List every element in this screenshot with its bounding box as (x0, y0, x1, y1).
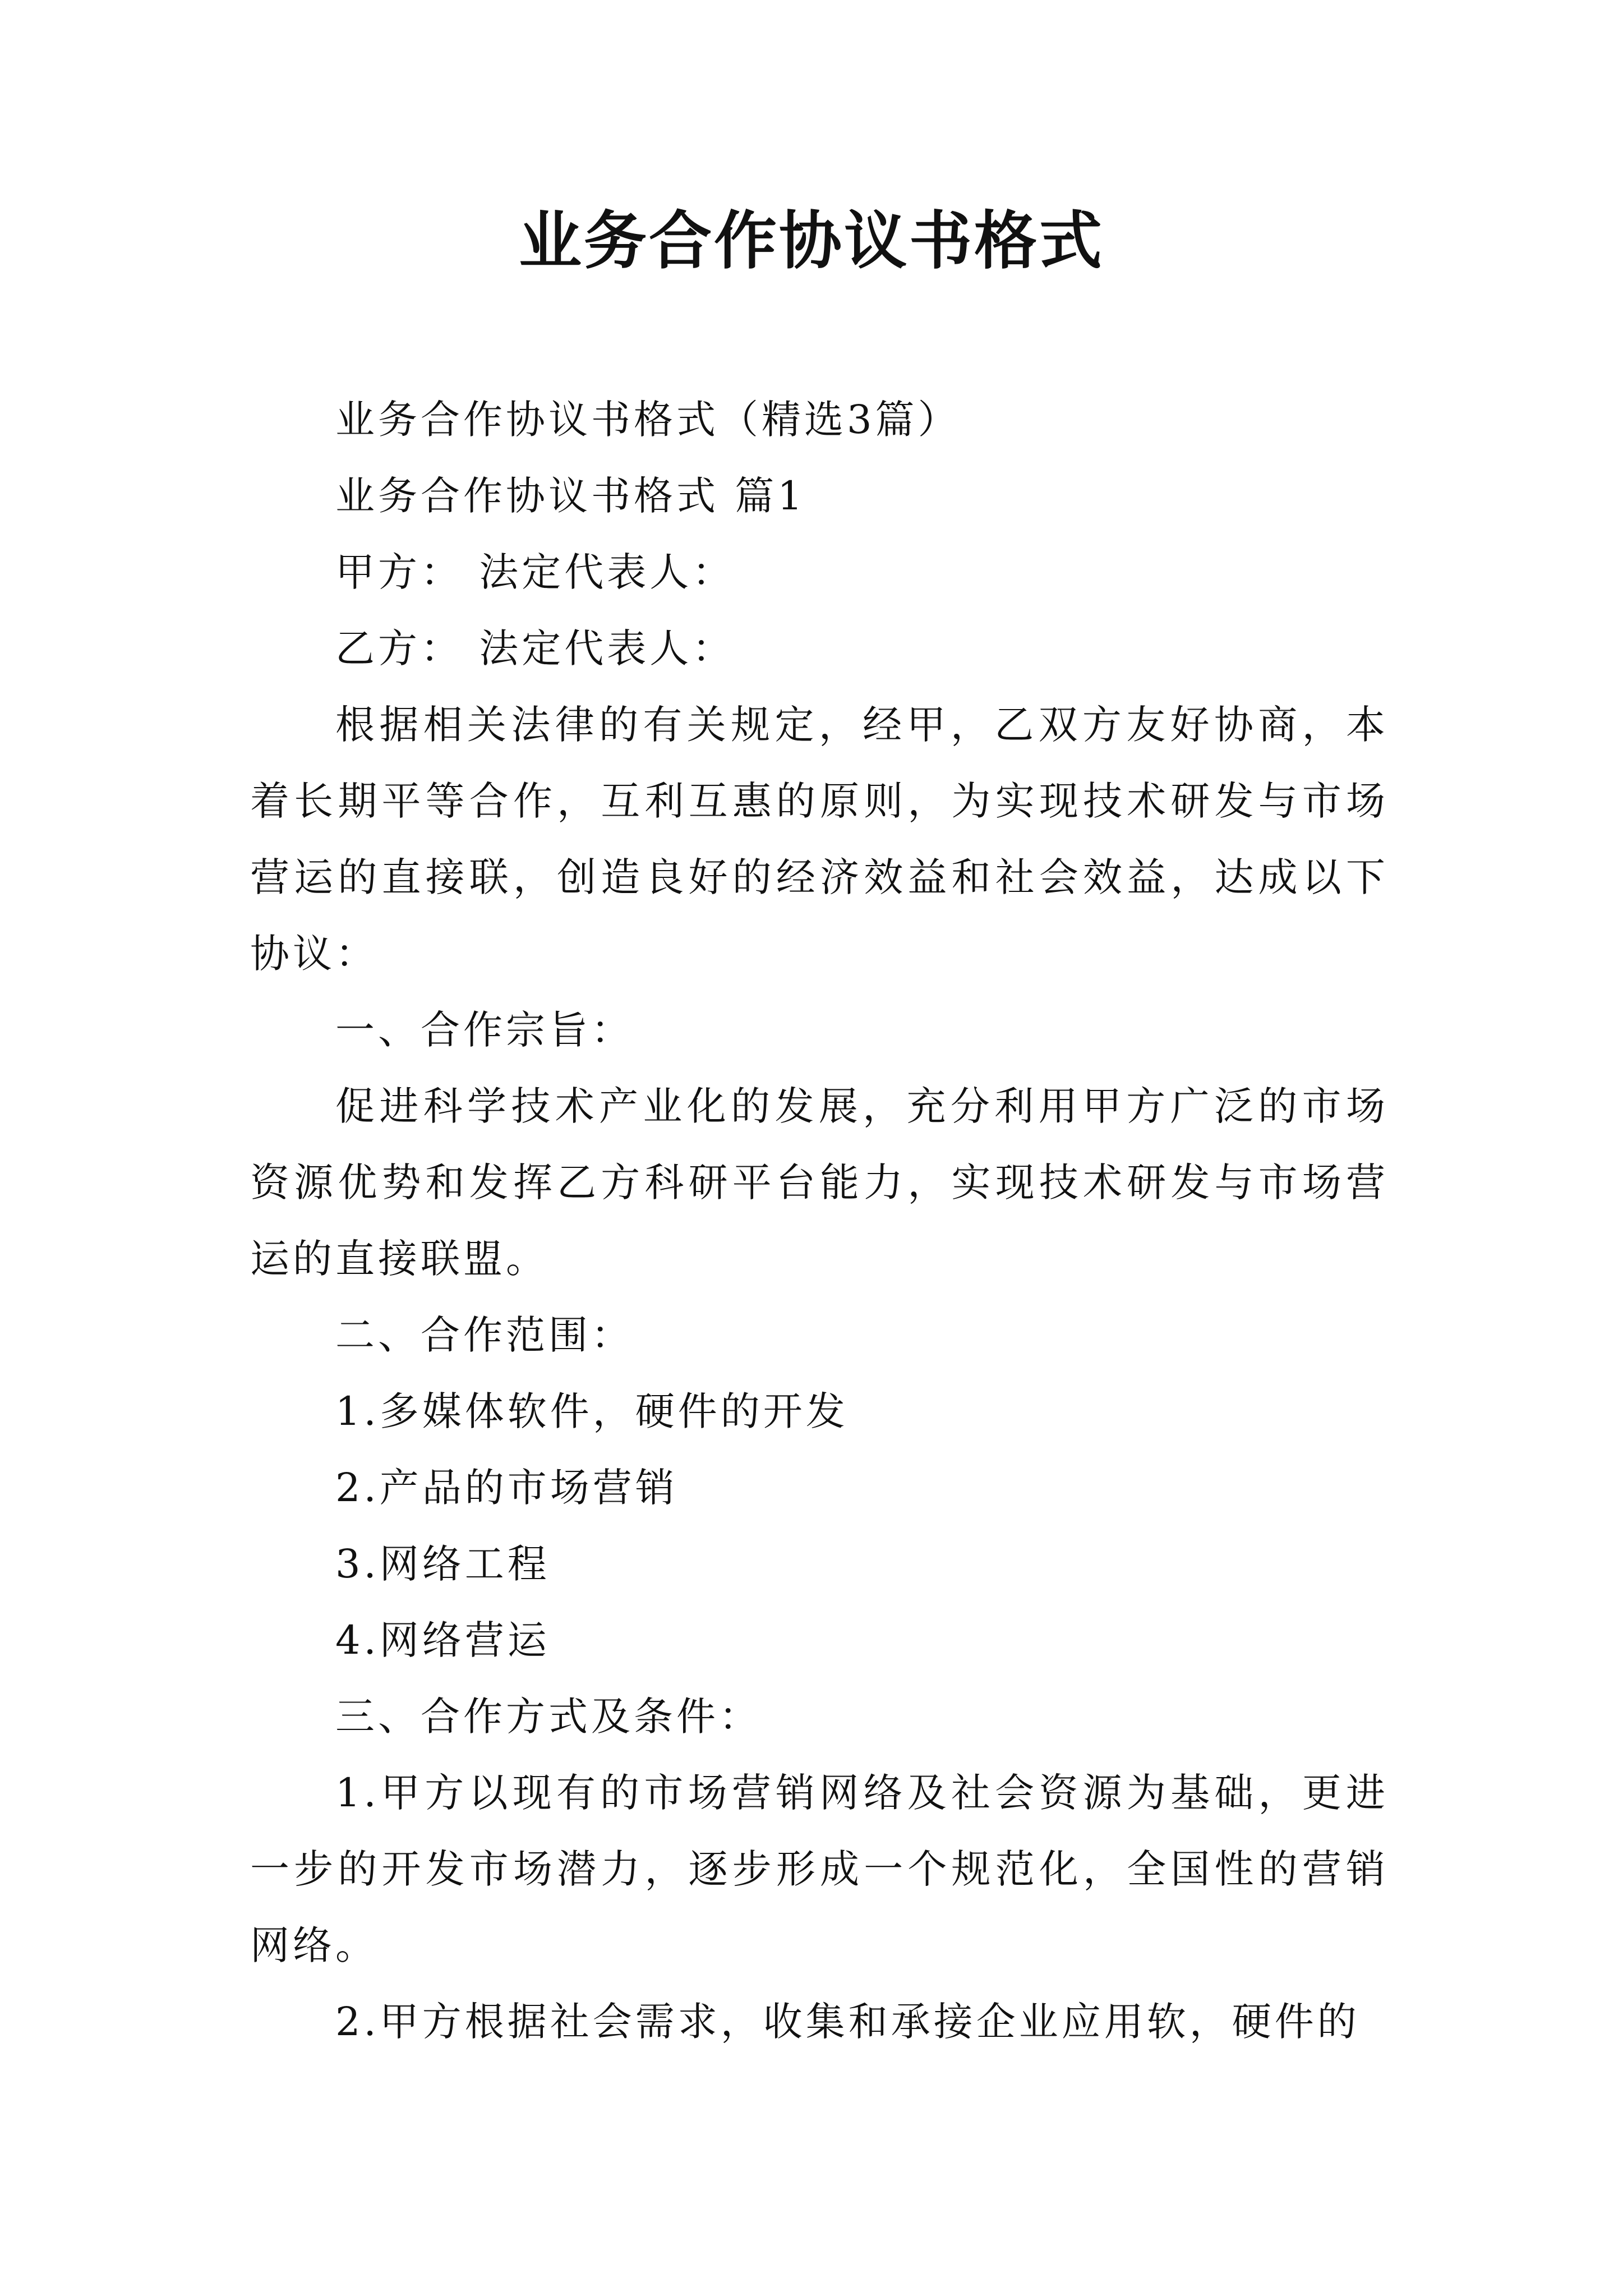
scope-item: 4.网络营运 (335, 1617, 550, 1663)
preamble-paragraph: 根据相关法律的有关规定，经甲，乙双方友好协商，本着长期平等合作，互利互惠的原则，为实现技术研发与市场营运的直接联，创造良好的经济效益和社会效益，达成以下协议： (250, 702, 1389, 977)
method-item: 1.甲方以现有的市场营销网络及社会资源为基础，更进一步的开发市场潜力，逐步形成一个规范化，全国性的营销网络。 (250, 1770, 1389, 1968)
method-item: 2.甲方根据社会需求，收集和承接企业应用软，硬件的 (335, 1999, 1360, 2045)
scope-item: 3.网络工程 (335, 1541, 550, 1587)
clause-heading-purpose: 一、合作宗旨： (335, 1007, 634, 1053)
scope-item: 1.多媒体软件，硬件的开发 (335, 1388, 849, 1434)
subtitle-paragraph: 业务合作协议书格式（精选3篇） (335, 397, 961, 443)
clause-heading-scope: 二、合作范围： (335, 1312, 634, 1358)
document-body (250, 381, 1389, 2060)
party-a-line: 甲方： 法定代表人： (335, 549, 735, 595)
scope-item: 2.产品的市场营销 (335, 1465, 678, 1511)
clause-heading-method: 三、合作方式及条件： (335, 1694, 762, 1740)
section-heading: 业务合作协议书格式 篇1 (335, 473, 806, 519)
party-b-line: 乙方： 法定代表人： (335, 625, 735, 671)
document-title: 业务合作协议书格式 (519, 205, 1104, 278)
purpose-paragraph: 促进科学技术产业化的发展，充分利用甲方广泛的市场资源优势和发挥乙方科研平台能力，实现技术研发与市场营运的直接联盟。 (250, 1083, 1389, 1282)
